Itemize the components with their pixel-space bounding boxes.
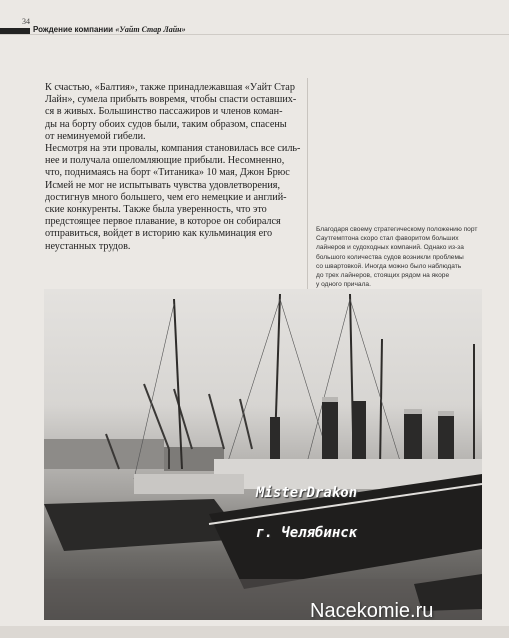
body-line: достигнув много большего, чем его немецкие и англий- (45, 191, 287, 203)
ship-funnels (270, 397, 454, 469)
body-line: нее и получала ошеломляющие прибыли. Несомненно, (45, 155, 285, 167)
caption-line: до трех лайнеров, стоящих рядом на якоре (316, 272, 450, 280)
column-divider (307, 78, 308, 290)
body-line: Лайн», сумела прибыть вовремя, чтобы спасти оставших- (45, 94, 297, 106)
article-body (45, 82, 307, 253)
caption-line: у одного причала. (316, 281, 371, 289)
section-header (33, 25, 186, 34)
watermark-city: г. Челябинск (256, 525, 358, 541)
caption-line: Саутгемптона скоро стал фаворитом больших (316, 235, 459, 243)
body-line: Несмотря на эти провалы, компания становилась все силь- (45, 143, 301, 155)
harbor-photo (44, 289, 482, 620)
header-rule (0, 34, 509, 35)
body-line: предстоящее первое плавание, в которое он собирался (45, 216, 281, 228)
caption-line: со швартовкой. Иногда можно было наблюдать (316, 262, 462, 270)
body-line: что, поднимаясь на борт «Титаника» 10 мая, Джон Брюс (45, 167, 290, 179)
body-line: Исмей не мог не испытывать чувства удовлетворения, (45, 179, 281, 191)
section-company: «Уайт Стар Лайн» (115, 25, 186, 34)
caption-line: Благодаря своему стратегическому положению порт (316, 226, 478, 233)
body-line: от неминуемой гибели. (45, 130, 146, 142)
body-line: К счастью, «Балтия», также принадлежавшая «Уайт Стар (45, 82, 295, 93)
ship-hull (44, 499, 244, 551)
body-line: ские конкуренты. Также была уверенность, что это (45, 204, 267, 216)
site-watermark: Nacekomie.ru (310, 600, 434, 622)
photo-caption (316, 225, 496, 289)
warehouse-shape (44, 439, 164, 469)
caption-line: большого количества судов возникли проблемы (316, 253, 464, 261)
body-line: отправиться, войдет в историю как кульминация его (45, 228, 273, 240)
body-line: ся в живых. Большинство пассажиров и членов коман- (45, 106, 283, 118)
section-prefix: Рождение компании (33, 25, 114, 34)
harbor-illustration (44, 289, 482, 620)
caption-line: лайнеров и судоходных компаний. Однако из-за (316, 244, 464, 252)
paragraph-1 (45, 82, 307, 143)
watermark-name: MisterDrakon (256, 485, 358, 501)
page-bottom-edge (0, 626, 509, 638)
paragraph-2 (45, 143, 307, 253)
body-line: неустанных трудов. (45, 240, 131, 252)
body-line: ды на борту обоих судов были, таким образом, спасены (45, 118, 287, 130)
page-number: 34 (22, 17, 30, 26)
ship-superstructure (134, 474, 244, 494)
